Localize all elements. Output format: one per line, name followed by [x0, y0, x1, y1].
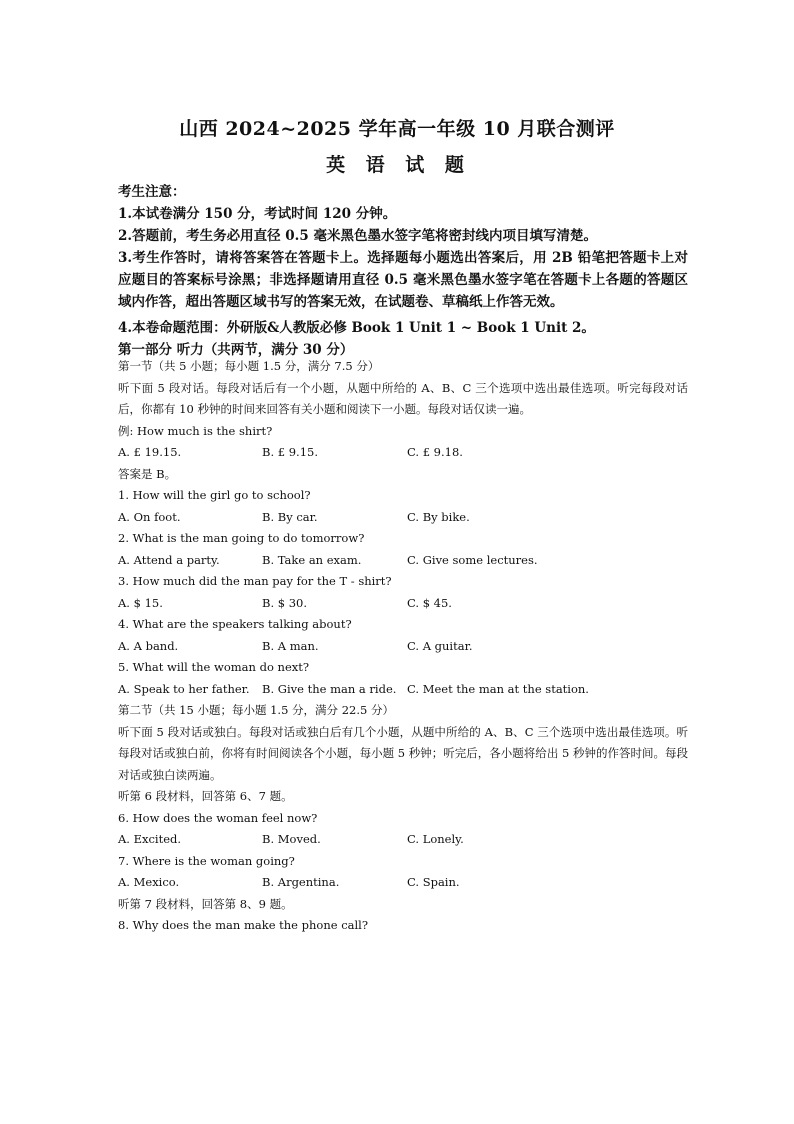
notice-item: 2.答题前，考生务必用直径 0.5 毫米黑色墨水签字笔将密封线内项目填写清楚。 — [118, 228, 597, 244]
notice-heading: 考生注意： — [118, 184, 186, 200]
question-options — [118, 636, 688, 658]
option-c: C. Meet the man at the station. — [407, 681, 589, 696]
option-c: C. Spain. — [407, 875, 460, 889]
section1-instructions: 听下面 5 段对话。每段对话后有一个小题，从题中所给的 A、B、C 三个选项中选出最佳选项。听完每段对话后，你都有 10 秒钟的时间来回答有关小题和阅读下一小题。每段对话仅读一遍。 — [118, 380, 688, 416]
option-b: B. A man. — [262, 638, 319, 653]
option-a: A. On foot. — [118, 509, 181, 524]
part1-heading: 第一部分 听力（共两节，满分 30 分） — [118, 342, 354, 358]
question: 2. What is the man going to do tomorrow? — [118, 531, 365, 545]
option-b: B. $ 30. — [262, 595, 308, 610]
question-options — [118, 507, 688, 529]
option-b: B. Argentina. — [262, 875, 340, 889]
option-b: B. £ 9.15. — [262, 445, 318, 459]
option-b: B. Take an exam. — [262, 552, 362, 567]
example-question: 例: How much is the shirt? — [118, 423, 273, 438]
section1-heading: 第一节（共 5 小题；每小题 1.5 分，满分 7.5 分） — [118, 359, 380, 373]
option-a: A. A band. — [118, 638, 179, 653]
notice-block — [118, 181, 688, 361]
option-c: C. $ 45. — [407, 595, 452, 610]
question: 4. What are the speakers talking about? — [118, 617, 352, 631]
option-a: A. Mexico. — [118, 875, 180, 889]
example-options — [118, 442, 688, 464]
option-c: C. Give some lectures. — [407, 552, 538, 567]
question-options — [118, 593, 688, 615]
question-options — [118, 829, 688, 851]
option-c: C. A guitar. — [407, 638, 473, 653]
option-c: C. Lonely. — [407, 832, 464, 846]
question: 7. Where is the woman going? — [118, 853, 295, 868]
notice-item: 3.考生作答时，请将答案答在答题卡上。选择题每小题选出答案后，用 2B 铅笔把答题卡上对应题目的答案标号涂黑；非选择题请用直径 0.5 毫米黑色墨水签字笔在答题卡上各题的答题区域内作答，超出答题区域书写的答案无效，在试题卷、草稿纸上作答无效。 — [118, 250, 688, 310]
question: 6. How does the woman feel now? — [118, 810, 318, 825]
option-a: A. £ 19.15. — [118, 445, 182, 459]
option-b: B. Moved. — [262, 832, 321, 846]
question-options — [118, 872, 688, 894]
section2-heading: 第二节（共 15 小题；每小题 1.5 分，满分 22.5 分） — [118, 703, 394, 717]
page-title: 山西 2024~2025 学年高一年级 10 月联合测评 — [179, 118, 615, 140]
option-a: A. Excited. — [118, 832, 182, 846]
question: 8. Why does the man make the phone call? — [118, 918, 369, 932]
notice-item: 1.本试卷满分 150 分，考试时间 120 分钟。 — [118, 206, 397, 222]
notice-item: 4.本卷命题范围：外研版&人教版必修 Book 1 Unit 1 ~ Book 1 Unit 2。 — [118, 320, 595, 336]
option-a: A. Speak to her father. — [118, 681, 250, 696]
example-answer: 答案是 B。 — [118, 466, 177, 481]
question-options — [118, 550, 688, 572]
question: 3. How much did the man pay for the T - shirt? — [118, 574, 392, 588]
material-note: 听第 7 段材料，回答第 8、9 题。 — [118, 896, 293, 911]
question: 5. What will the woman do next? — [118, 660, 310, 674]
material-note: 听第 6 段材料，回答第 6、7 题。 — [118, 789, 293, 803]
option-c: C. By bike. — [407, 509, 470, 524]
listening-section — [118, 356, 688, 937]
option-b: B. Give the man a ride. — [262, 681, 397, 696]
option-a: A. $ 15. — [118, 595, 163, 610]
option-b: B. By car. — [262, 509, 318, 524]
option-c: C. £ 9.18. — [407, 445, 463, 459]
section2-instructions: 听下面 5 段对话或独白。每段对话或独白后有几个小题，从题中所给的 A、B、C 三个选项中选出最佳选项。听每段对话或独白前，你将有时间阅读各个小题，每小题 5 秒钟；听完后，各小题将给出 5 秒钟的作答时间。每段对话或独白读两遍。 — [118, 724, 688, 782]
question: 1. How will the girl go to school? — [118, 488, 311, 502]
option-a: A. Attend a party. — [118, 552, 220, 567]
question-options — [118, 679, 688, 701]
page-subtitle: 英 语 试 题 — [326, 154, 468, 176]
